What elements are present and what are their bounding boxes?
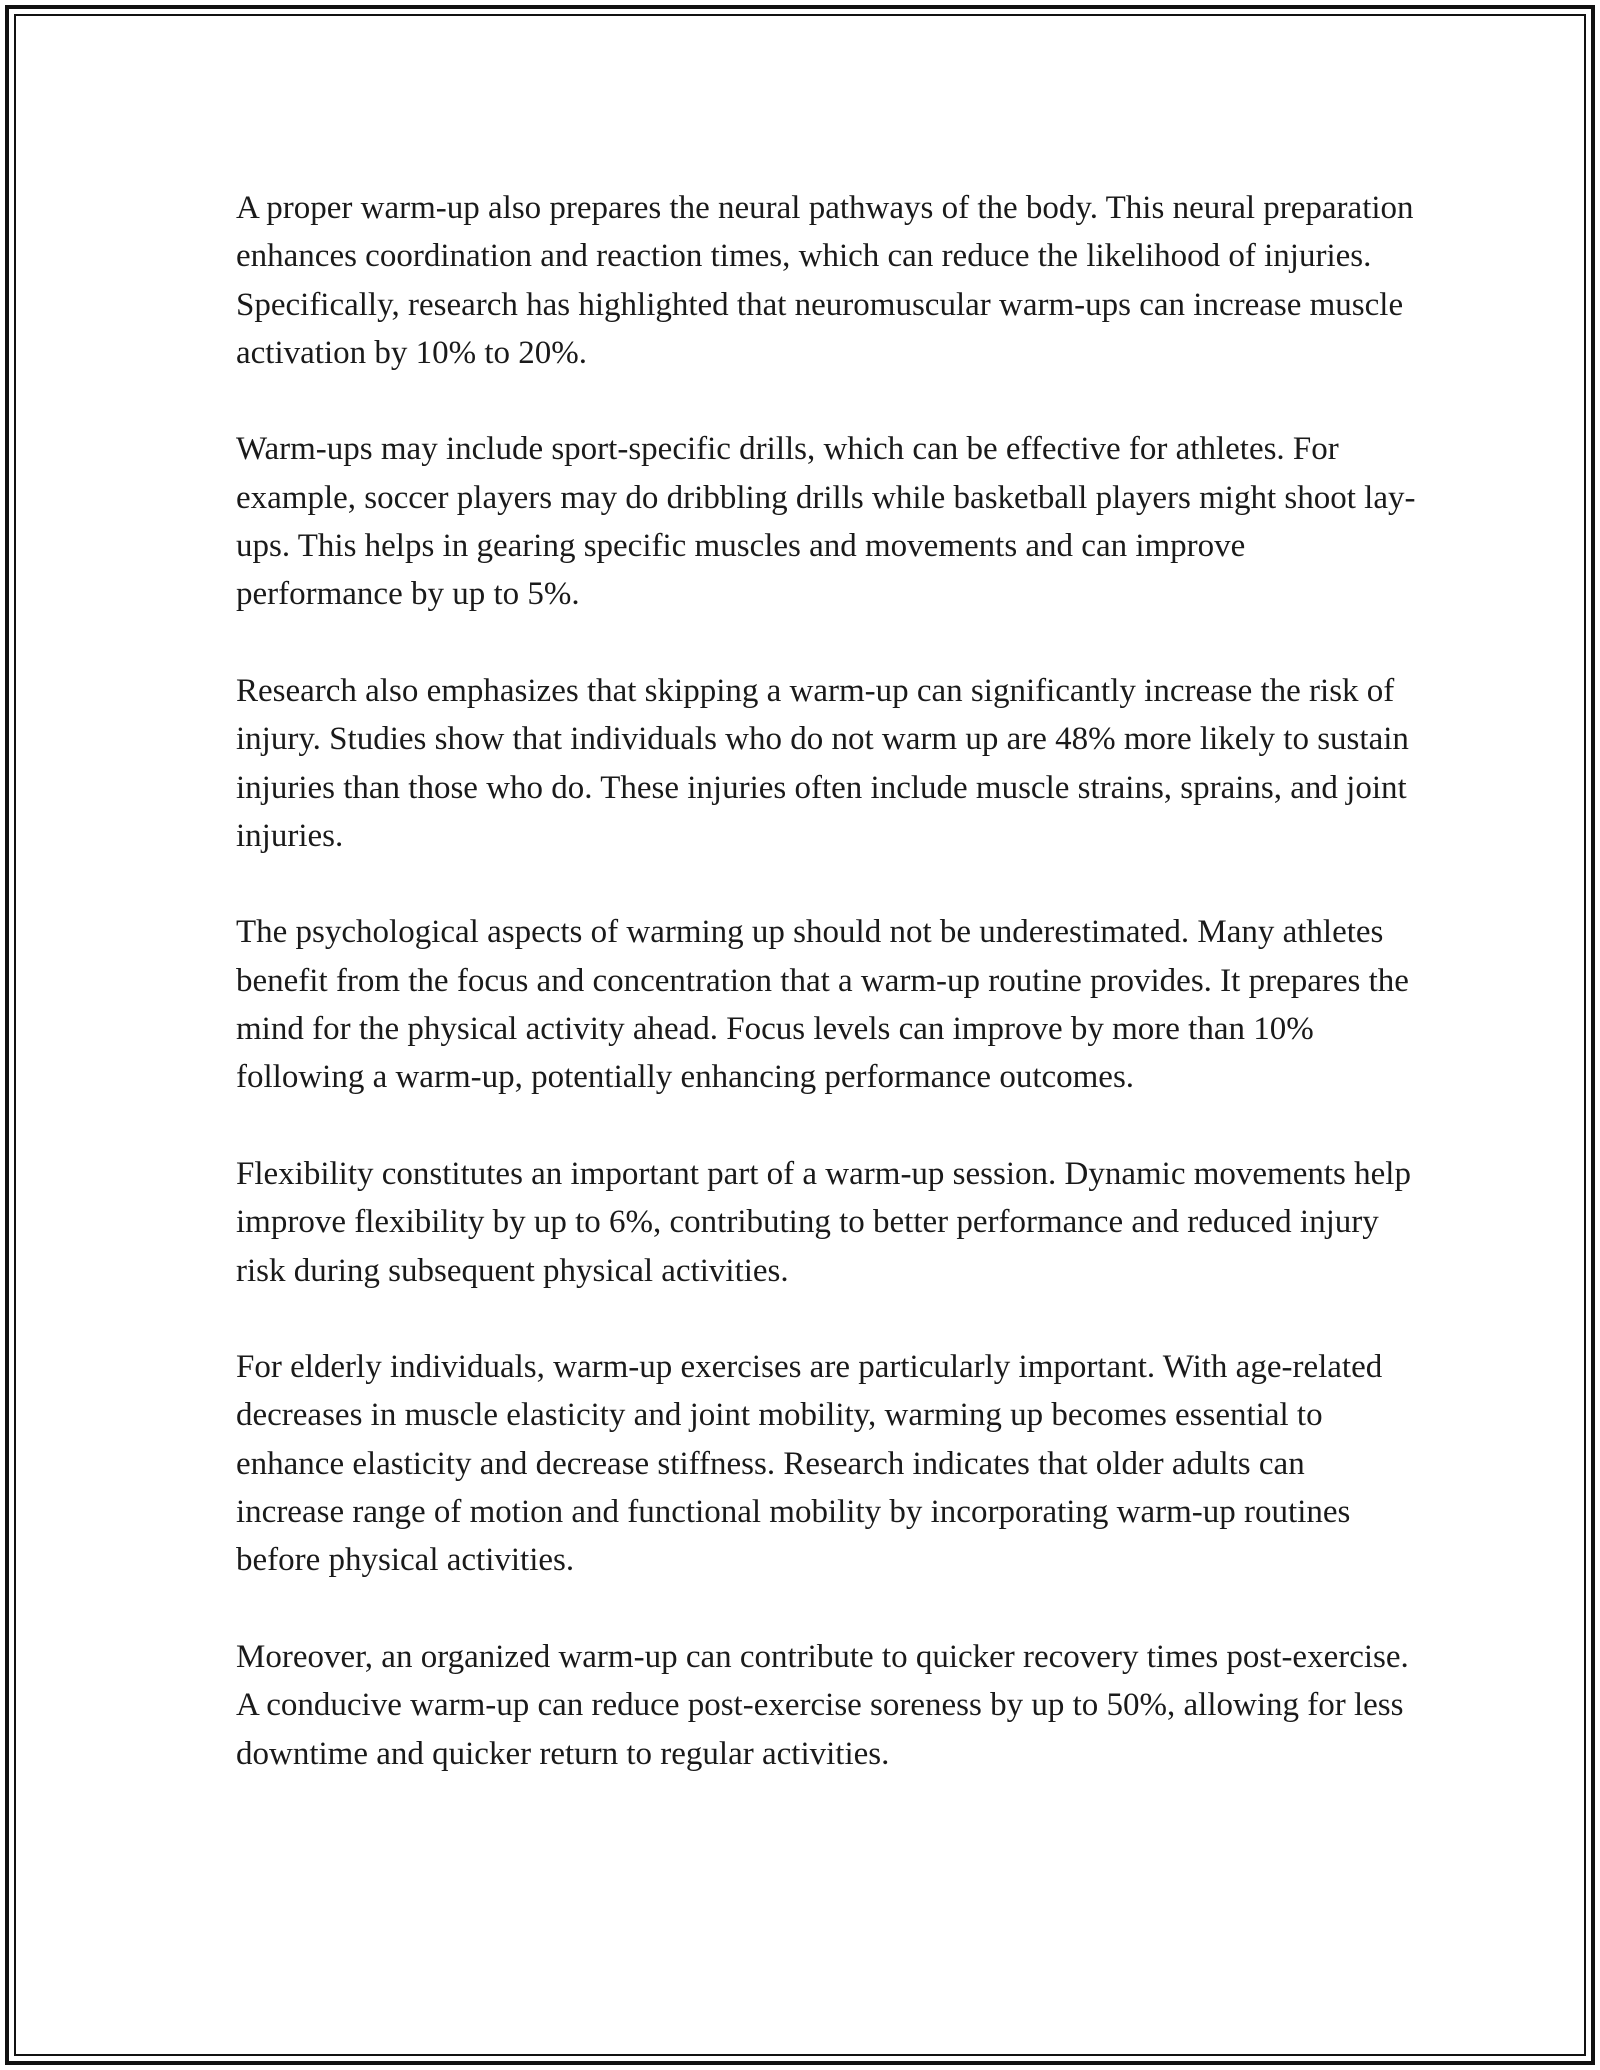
paragraph-elderly-individuals: For elderly individuals, warm-up exercises are particularly important. With age-related decreases in muscle elasticity and joint mobility, warming up becomes essential to enhance elasticity and decrease stiffness. Research indicates that older adults can increase range of motion and functional mobility by incorporating warm-up routines before physical activities. — [236, 1349, 1383, 1579]
paragraph-sport-specific-drills: Warm-ups may include sport-specific drills, which can be effective for athletes. For example, soccer players may do dribbling drills while basketball players might shoot lay-ups. This helps in gearing specific muscles and movements and can improve performance by up to 5%. — [236, 431, 1416, 613]
paragraph-flexibility: Flexibility constitutes an important part of a warm-up session. Dynamic movements help improve flexibility by up to 6%, contributing to better performance and reduced injury risk during subsequent physical activities. — [236, 1155, 1411, 1289]
paragraph-neural-preparation: A proper warm-up also prepares the neural pathways of the body. This neural preparation enhances coordination and reaction times, which can reduce the likelihood of injuries. Specifically, research has highlighted that neuromuscular warm-ups can increase muscle activation by 10% to 20%. — [236, 190, 1414, 371]
document-body — [236, 184, 1416, 1826]
paragraph-recovery: Moreover, an organized warm-up can contribute to quicker recovery times post-exercise. A conducive warm-up can reduce post-exercise soreness by up to 50%, allowing for less downtime and quicker return to regular activities. — [236, 1638, 1409, 1772]
paragraph-injury-risk: Research also emphasizes that skipping a warm-up can significantly increase the risk of injury. Studies show that individuals who do not warm up are 48% more likely to sustain injuries than those who do. These injuries often include muscle strains, sprains, and joint injuries. — [236, 672, 1409, 854]
paragraph-psychological-aspects: The psychological aspects of warming up should not be underestimated. Many athletes benefit from the focus and concentration that a warm-up routine provides. It prepares the mind for the physical activity ahead. Focus levels can improve by more than 10% following a warm-up, potentially enhancing performance outcomes. — [236, 914, 1409, 1096]
